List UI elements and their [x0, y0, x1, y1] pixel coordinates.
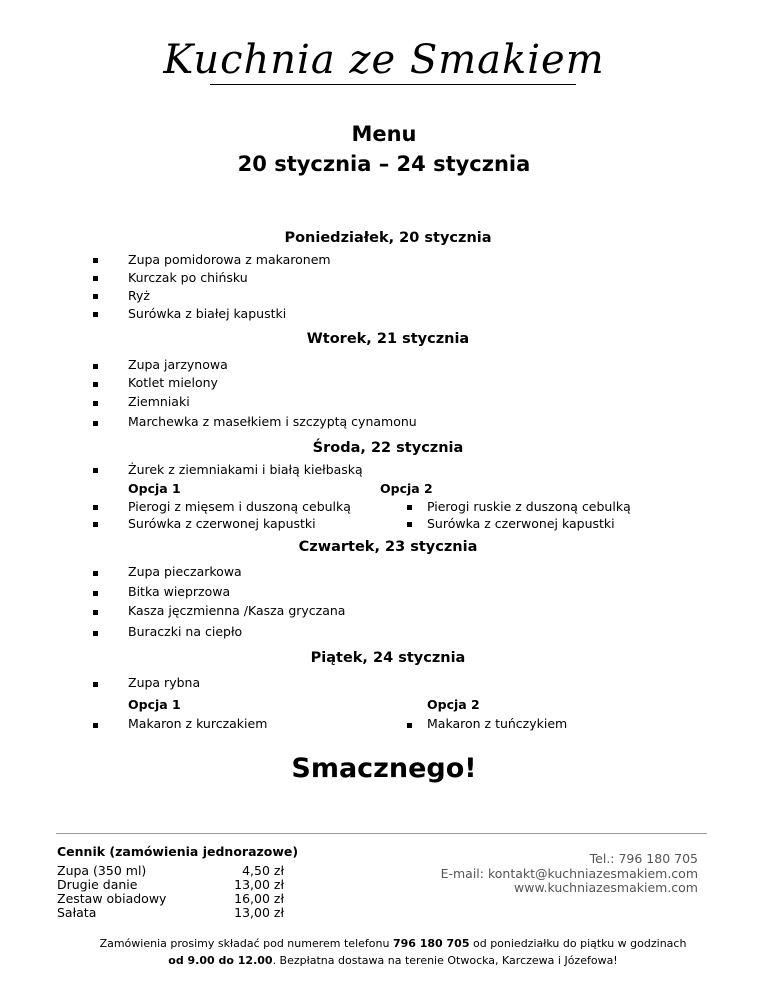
bullet-icon — [93, 631, 98, 636]
bullet-icon — [93, 571, 98, 576]
menu-item: Makaron z tuńczykiem — [427, 716, 568, 731]
bullet-icon — [93, 723, 98, 728]
bullet-icon — [93, 468, 98, 473]
contact-phone: Tel.: 796 180 705 — [589, 851, 698, 866]
menu-item: Surówka z białej kapustki — [128, 306, 287, 321]
menu-item: Kurczak po chińsku — [128, 270, 248, 285]
menu-item: Pierogi z mięsem i duszoną cebulką — [128, 499, 351, 514]
bullet-icon — [93, 591, 98, 596]
menu-item: Kotlet mielony — [128, 375, 218, 390]
menu-item: Surówka z czerwonej kapustki — [128, 516, 316, 531]
footer-text: . Bezpłatna dostawa na terenie Otwocka, Karczewa i Józefowa! — [272, 954, 618, 967]
footer-line-1 — [0, 937, 768, 950]
footer-text: Zamówienia prosimy składać pod numerem telefonu — [99, 937, 393, 950]
bullet-icon — [93, 610, 98, 615]
price-item-value: 13,00 zł — [234, 905, 284, 920]
menu-item: Zupa pomidorowa z makaronem — [128, 252, 331, 267]
footer-hours: od 9.00 do 12.00 — [168, 954, 273, 967]
bullet-icon — [93, 421, 98, 426]
day-heading-monday: Poniedziałek, 20 stycznia — [284, 230, 492, 246]
footer-line-2 — [0, 954, 768, 967]
day-heading-thursday: Czwartek, 23 stycznia — [298, 539, 478, 555]
menu-item: Pierogi ruskie z duszoną cebulką — [427, 499, 631, 514]
price-item-name: Drugie danie — [57, 877, 138, 892]
bullet-icon — [93, 258, 98, 263]
menu-item: Ryż — [128, 288, 150, 303]
footer-text: od poniedziałku do piątku w godzinach — [469, 937, 687, 950]
bullet-icon — [93, 312, 98, 317]
bullet-icon — [93, 682, 98, 687]
logo-underline — [210, 84, 576, 85]
menu-item: Zupa rybna — [128, 675, 201, 690]
price-item-name: Zestaw obiadowy — [57, 891, 167, 906]
bullet-icon — [93, 522, 98, 527]
day-heading-friday: Piątek, 24 stycznia — [310, 650, 466, 666]
bullet-icon — [93, 294, 98, 299]
footer-phone: 796 180 705 — [392, 937, 470, 950]
bullet-icon — [93, 505, 98, 510]
price-item-name: Sałata — [57, 905, 97, 920]
option-label-1: Opcja 1 — [128, 697, 181, 712]
price-item-name: Zupa (350 ml) — [57, 863, 147, 878]
option-label-1: Opcja 1 — [128, 481, 181, 496]
bullet-icon — [407, 505, 412, 510]
bullet-icon — [407, 522, 412, 527]
menu-item: Buraczki na ciepło — [128, 624, 243, 639]
bullet-icon — [93, 276, 98, 281]
menu-item: Surówka z czerwonej kapustki — [427, 516, 615, 531]
menu-item: Bitka wieprzowa — [128, 584, 231, 599]
price-item-value: 4,50 zł — [242, 863, 284, 878]
menu-item: Marchewka z masełkiem i szczyptą cynamonu — [128, 414, 417, 429]
bullet-icon — [93, 364, 98, 369]
option-label-2: Opcja 2 — [427, 697, 480, 712]
price-item-value: 16,00 zł — [234, 891, 284, 906]
day-heading-wednesday: Środa, 22 stycznia — [312, 440, 464, 456]
option-label-2: Opcja 2 — [380, 481, 433, 496]
bullet-icon — [407, 723, 412, 728]
menu-item: Makaron z kurczakiem — [128, 716, 268, 731]
divider — [56, 833, 707, 834]
day-heading-tuesday: Wtorek, 21 stycznia — [306, 331, 470, 347]
menu-item: Zupa pieczarkowa — [128, 564, 242, 579]
price-item-value: 13,00 zł — [234, 877, 284, 892]
bullet-icon — [93, 382, 98, 387]
closing-text: Smacznego! — [291, 753, 477, 784]
contact-website: www.kuchniazesmakiem.com — [514, 880, 698, 895]
bullet-icon — [93, 401, 98, 406]
price-list-title: Cennik (zamówienia jednorazowe) — [57, 844, 299, 859]
contact-email: E-mail: kontakt@kuchniazesmakiem.com — [440, 866, 698, 881]
menu-date-range: 20 stycznia – 24 stycznia — [237, 152, 531, 176]
menu-item: Żurek z ziemniakami i białą kiełbaską — [128, 462, 363, 477]
menu-item: Ziemniaki — [128, 394, 190, 409]
menu-title: Menu — [351, 122, 417, 146]
menu-item: Zupa jarzynowa — [128, 357, 228, 372]
brand-logo: Kuchnia ze Smakiem — [163, 37, 605, 83]
menu-item: Kasza jęczmienna /Kasza gryczana — [128, 603, 346, 618]
